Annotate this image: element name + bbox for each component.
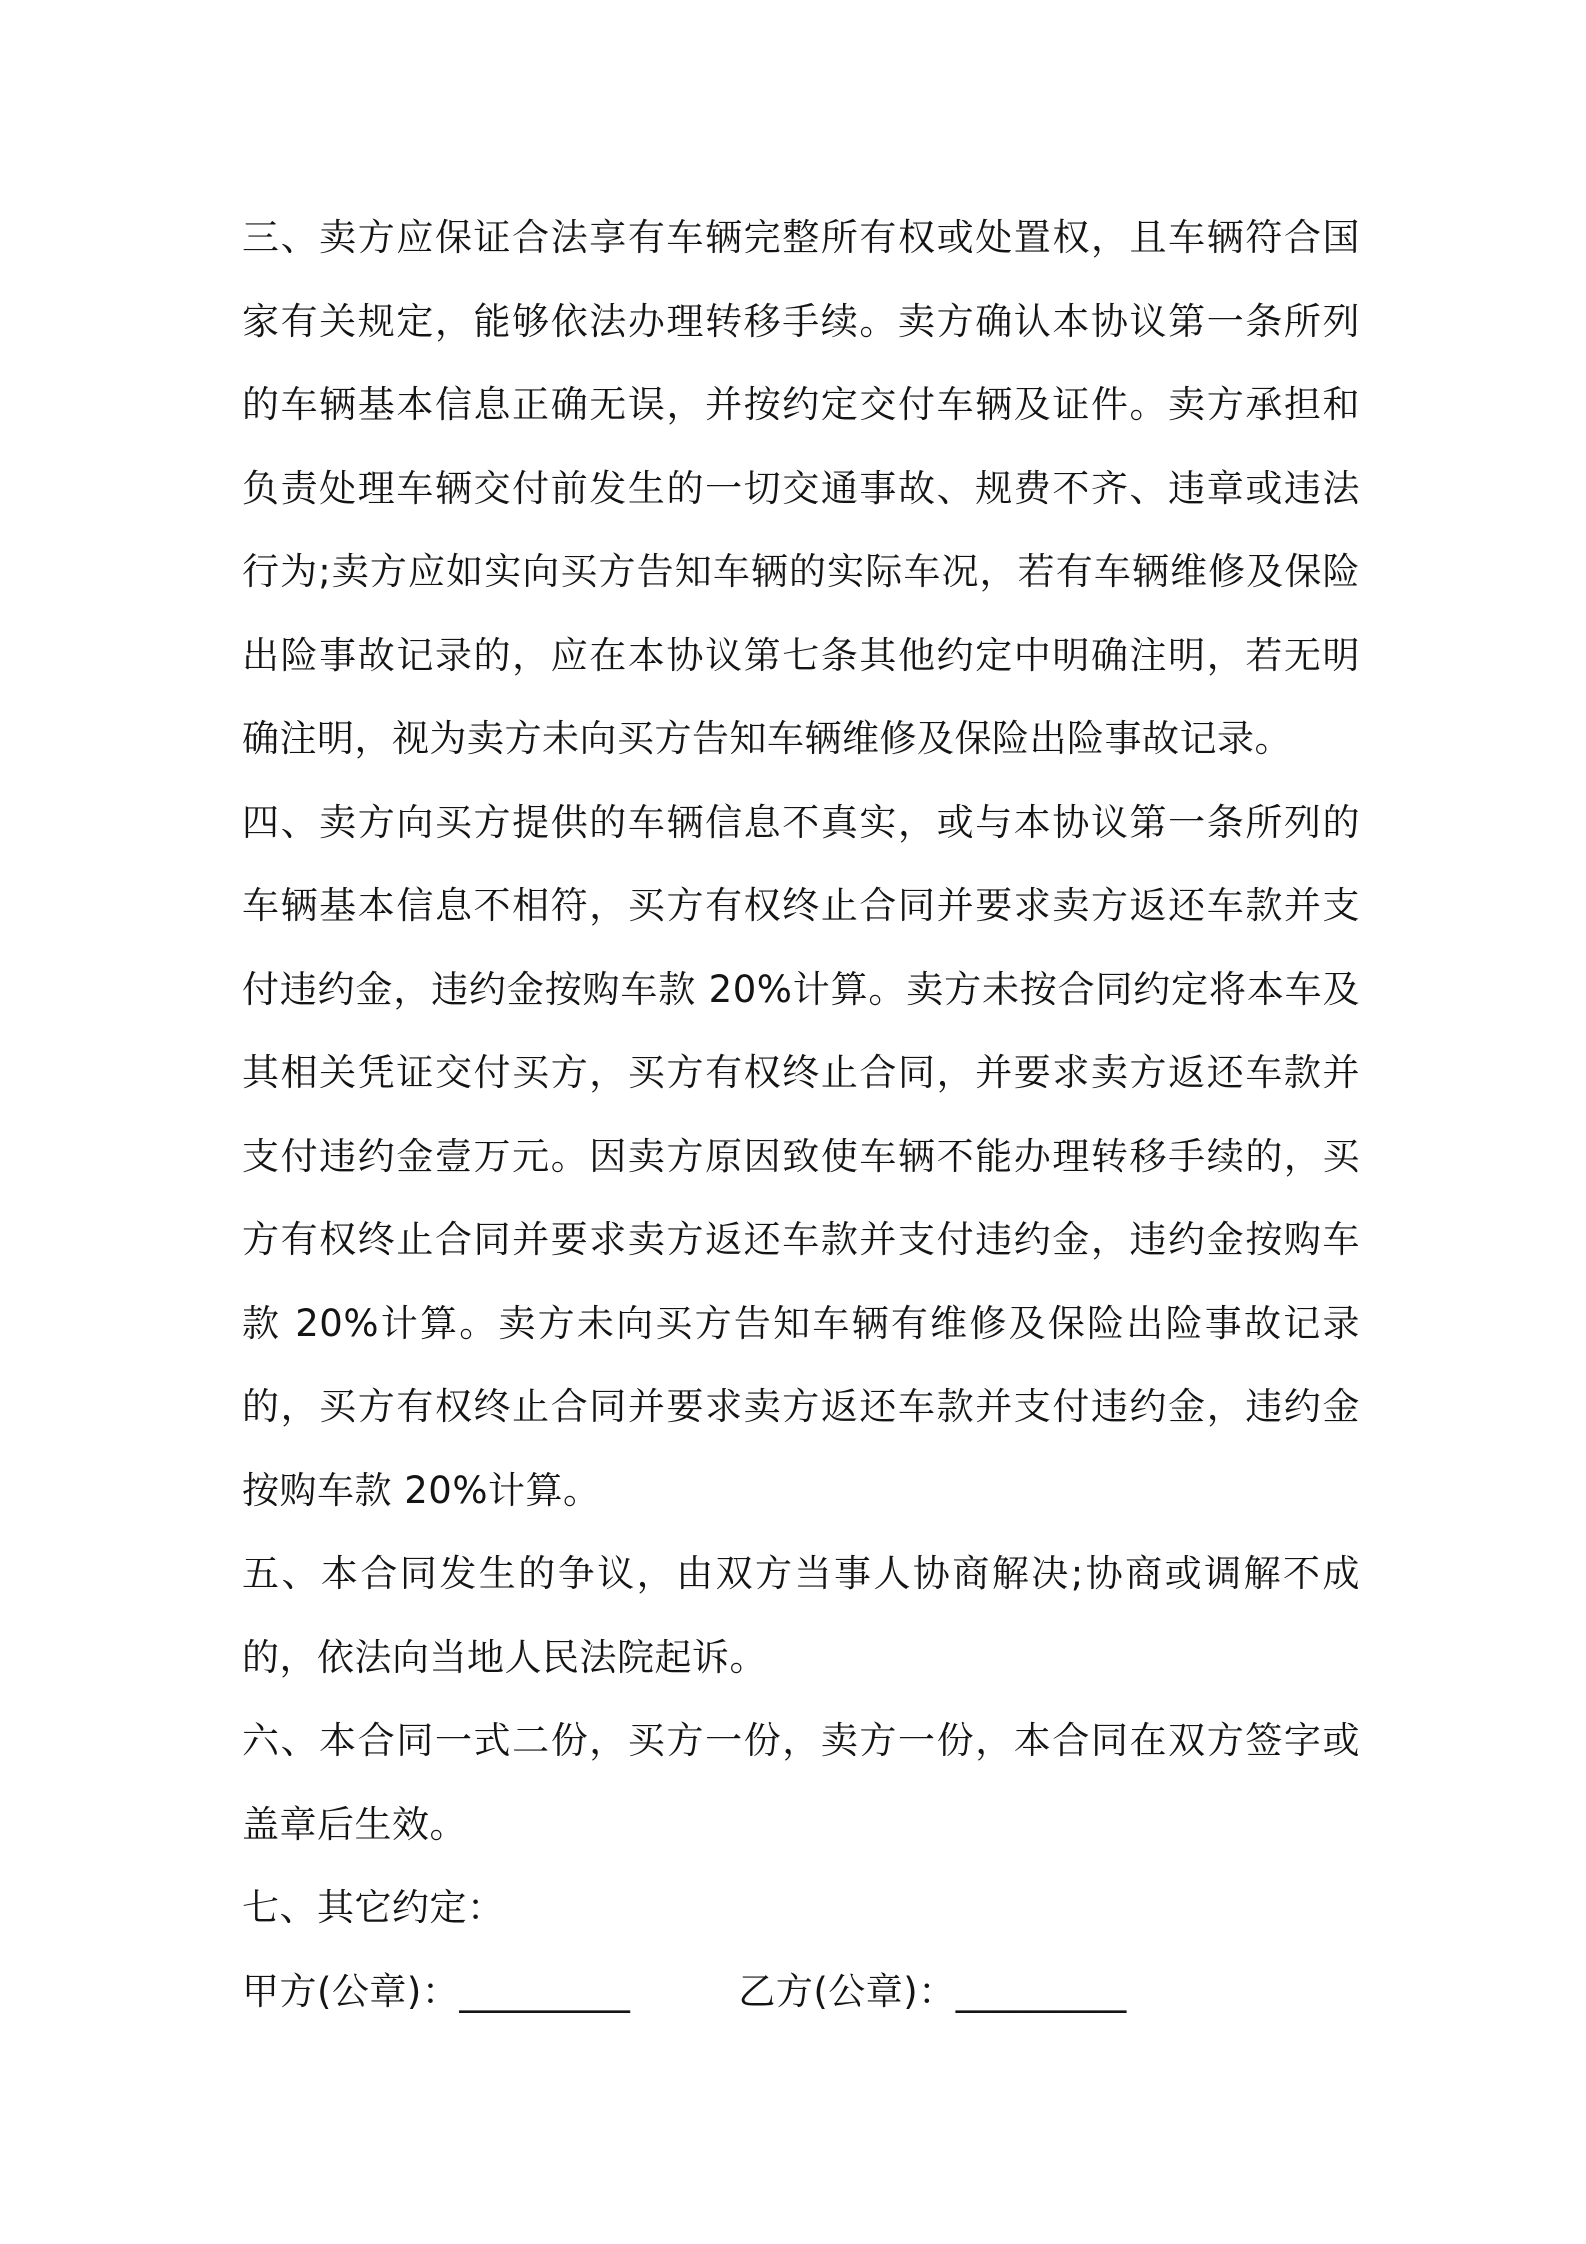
party-a-signature: 甲方(公章)：_________ <box>242 1969 631 2013</box>
document-body <box>242 196 1360 2033</box>
signature-row <box>242 1950 1360 2034</box>
party-b-signature: 乙方(公章)：_________ <box>738 1969 1127 2013</box>
clause-7: 七、其它约定： <box>242 1886 505 1929</box>
clause-6: 六、本合同一式二份，买方一份，卖方一份，本合同在双方签字或盖章后生效。 <box>242 1719 1360 1846</box>
clause-5: 五、本合同发生的争议，由双方当事人协商解决;协商或调解不成的，依法向当地人民法院起诉。 <box>242 1552 1360 1679</box>
clause-4: 四、卖方向买方提供的车辆信息不真实，或与本协议第一条所列的车辆基本信息不相符，买方有权终止合同并要求卖方返还车款并支付违约金，违约金按购车款 20%计算。卖方未按合同约定将本车及其相关凭证交付买方，买方有权终止合同，并要求卖方返还车款并支付违约金壹万元。因卖方原因致使车辆不能办理转移手续的，买方有权终止合同并要求卖方返还车款并支付违约金，违约金按购车款 20%计算。卖方未向买方告知车辆有维修及保险出险事故记录的，买方有权终止合同并要求卖方返还车款并支付违约金，违约金按购车款 20%计算。 <box>242 800 1360 1512</box>
clause-3: 三、卖方应保证合法享有车辆完整所有权或处置权，且车辆符合国家有关规定，能够依法办理转移手续。卖方确认本协议第一条所列的车辆基本信息正确无误，并按约定交付车辆及证件。卖方承担和负责处理车辆交付前发生的一切交通事故、规费不齐、违章或违法行为;卖方应如实向买方告知车辆的实际车况，若有车辆维修及保险出险事故记录的，应在本协议第七条其他约定中明确注明，若无明确注明，视为卖方未向买方告知车辆维修及保险出险事故记录。 <box>242 216 1360 760</box>
